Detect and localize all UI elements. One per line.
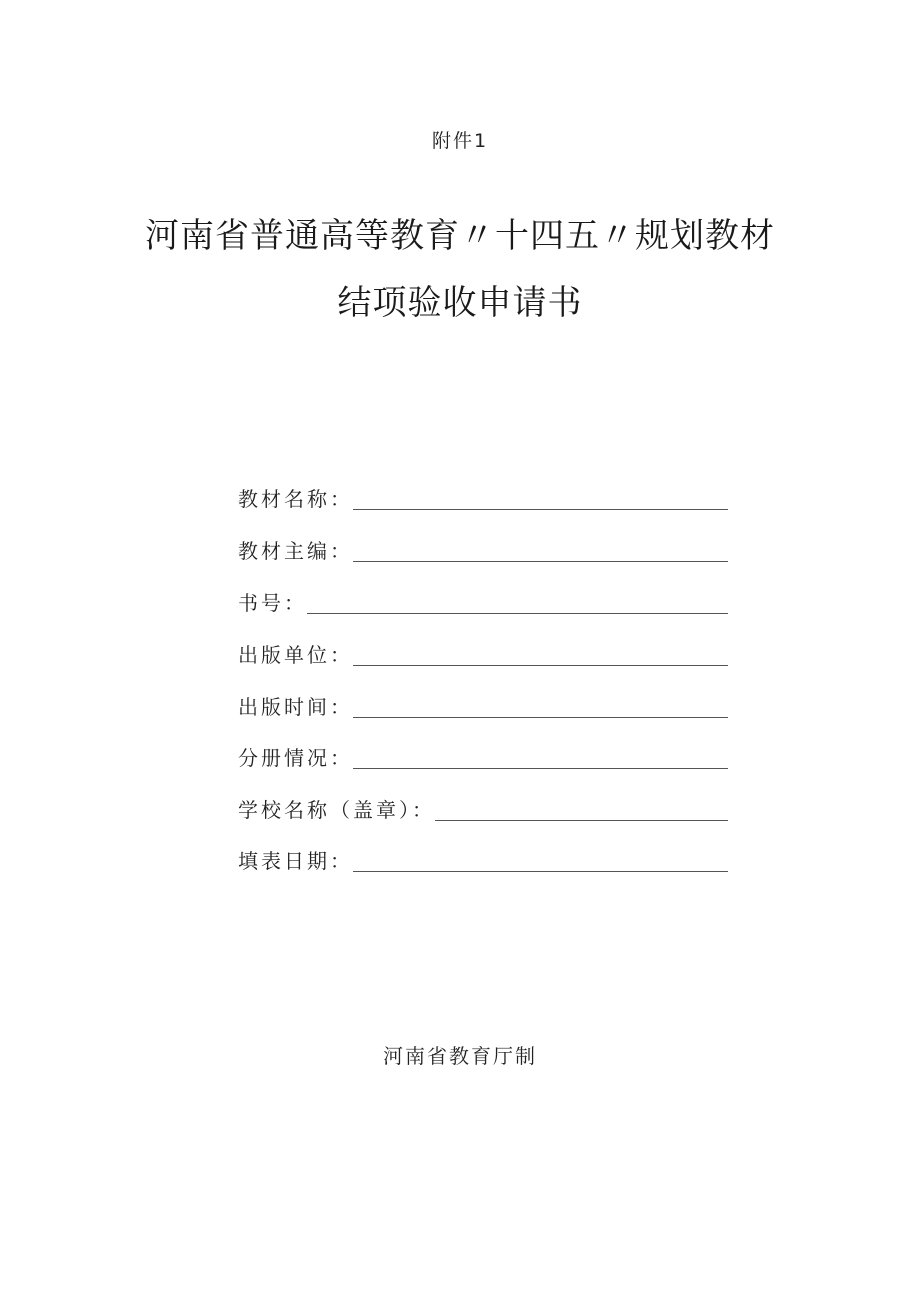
form-row-school-name bbox=[238, 793, 728, 823]
field-input-fill-date[interactable] bbox=[353, 849, 728, 872]
field-label-fill-date: 填表日期： bbox=[238, 849, 353, 873]
field-input-publisher[interactable] bbox=[353, 643, 728, 666]
field-input-publish-date[interactable] bbox=[353, 695, 728, 718]
field-input-volumes[interactable] bbox=[353, 746, 728, 769]
document-title-line-2: 结项验收申请书 bbox=[337, 283, 583, 323]
form-row-chief-editor bbox=[238, 534, 728, 564]
field-label-chief-editor: 教材主编： bbox=[238, 539, 353, 563]
field-label-textbook-name: 教材名称： bbox=[238, 487, 353, 511]
field-input-school-name[interactable] bbox=[435, 798, 728, 821]
field-input-book-number[interactable] bbox=[307, 591, 728, 614]
field-input-textbook-name[interactable] bbox=[353, 487, 728, 510]
form-row-textbook-name bbox=[238, 482, 728, 512]
form-row-book-number bbox=[238, 586, 728, 616]
form-row-fill-date bbox=[238, 844, 728, 874]
form-row-publisher bbox=[238, 638, 728, 668]
form-row-publish-date bbox=[238, 690, 728, 720]
form-row-volumes bbox=[238, 741, 728, 771]
document-title-line-1: 河南省普通高等教育〃十四五〃规划教材 bbox=[145, 216, 775, 256]
field-label-book-number: 书号： bbox=[238, 591, 307, 615]
field-label-publisher: 出版单位： bbox=[238, 643, 353, 667]
issuer-footer: 河南省教育厅制 bbox=[383, 1044, 537, 1068]
field-label-volumes: 分册情况： bbox=[238, 746, 353, 770]
field-label-school-name: 学校名称（盖章）： bbox=[238, 798, 435, 822]
attachment-label: 附件1 bbox=[431, 130, 489, 152]
field-label-publish-date: 出版时间： bbox=[238, 695, 353, 719]
field-input-chief-editor[interactable] bbox=[353, 539, 728, 562]
